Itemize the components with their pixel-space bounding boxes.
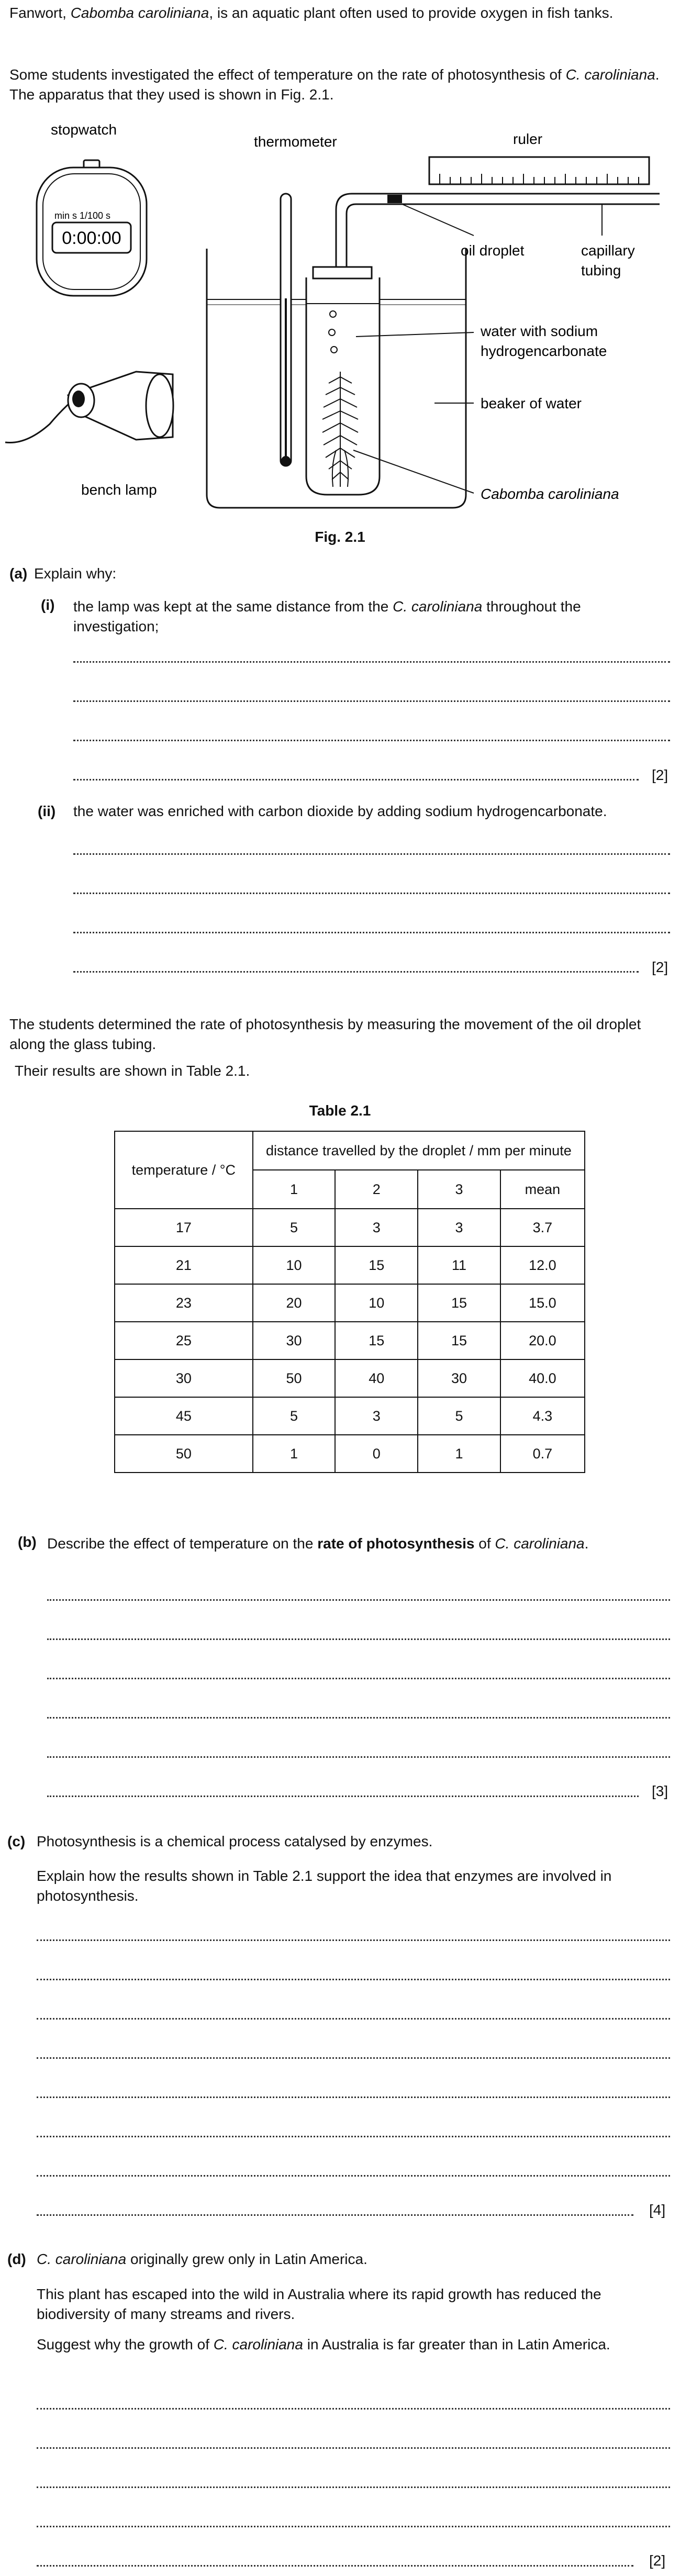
answer-line[interactable] <box>37 2057 670 2059</box>
answer-line[interactable] <box>37 2408 670 2410</box>
oil-droplet-label: oil droplet <box>461 242 525 259</box>
table-cell: 5 <box>418 1397 500 1435</box>
part-a-prompt: Explain why: <box>34 565 117 582</box>
table-cell: 11 <box>418 1246 500 1284</box>
answer-line[interactable] <box>73 740 670 741</box>
table-cell: 23 <box>115 1284 253 1322</box>
method-table-reference: Their results are shown in Table 2.1. <box>15 1063 250 1079</box>
table-cell: 40 <box>335 1359 418 1397</box>
bench-lamp-label: bench lamp <box>81 482 157 498</box>
answer-line[interactable] <box>73 932 670 933</box>
answer-line[interactable] <box>37 2526 670 2527</box>
part-a-i-label: (i) <box>41 597 55 613</box>
table-cell: 12.0 <box>500 1246 585 1284</box>
sub-header: 3 <box>418 1170 500 1209</box>
table-cell: 15.0 <box>500 1284 585 1322</box>
table-cell: 0 <box>335 1435 418 1473</box>
table-cell: 21 <box>115 1246 253 1284</box>
part-b-question: Describe the effect of temperature on the rate of photosynthesis of C. caroliniana. <box>47 1535 589 1552</box>
stopwatch-label: stopwatch <box>51 121 117 138</box>
part-c-statement: Photosynthesis is a chemical process catalysed by enzymes. <box>37 1833 433 1849</box>
figure-caption: Fig. 2.1 <box>315 529 365 545</box>
test-tube-icon <box>306 267 380 495</box>
capillary-label-line2: tubing <box>581 262 621 278</box>
results-table <box>114 1131 585 1473</box>
table-cell: 15 <box>335 1246 418 1284</box>
table-row <box>115 1246 585 1284</box>
sub-header: mean <box>500 1170 585 1209</box>
answer-line[interactable] <box>73 893 670 894</box>
table-cell: 4.3 <box>500 1397 585 1435</box>
table-cell: 45 <box>115 1397 253 1435</box>
answer-line[interactable] <box>47 1599 670 1601</box>
part-a-label: (a) <box>9 565 28 582</box>
sub-header: 1 <box>253 1170 336 1209</box>
table-row <box>115 1397 585 1435</box>
table-cell: 3.7 <box>500 1209 585 1246</box>
plant-label: Cabomba caroliniana <box>481 486 619 502</box>
answer-line[interactable] <box>37 2447 670 2449</box>
table-cell: 1 <box>418 1435 500 1473</box>
answer-line[interactable] <box>37 2214 633 2216</box>
table-cell: 3 <box>335 1209 418 1246</box>
method-paragraph: The students determined the rate of photosynthesis by measuring the movement of the oil droplet along the glass tubing. <box>9 1016 641 1052</box>
answer-line[interactable] <box>73 661 670 663</box>
part-d-question: Suggest why the growth of C. caroliniana in Australia is far greater than in Latin America. <box>37 2336 610 2352</box>
svg-text:min s 1/100 s: min s 1/100 s <box>54 210 111 221</box>
answer-line[interactable] <box>37 2175 670 2177</box>
part-d-statement: C. caroliniana originally grew only in Latin America. <box>37 2251 367 2267</box>
col-header-distance: distance travelled by the droplet / mm per minute <box>253 1131 585 1170</box>
oil-droplet <box>387 195 402 203</box>
part-a-i-marks: [2] <box>652 767 668 783</box>
answer-line[interactable] <box>73 971 639 973</box>
table-cell: 1 <box>253 1435 336 1473</box>
stopwatch-icon <box>37 160 147 296</box>
answer-line[interactable] <box>47 1796 639 1797</box>
table-cell: 15 <box>418 1284 500 1322</box>
table-cell: 20.0 <box>500 1322 585 1359</box>
table-cell: 30 <box>418 1359 500 1397</box>
ruler-label: ruler <box>513 131 543 147</box>
table-cell: 50 <box>115 1435 253 1473</box>
intro-paragraph-2: Some students investigated the effect of temperature on the rate of photosynthesis of C. caroliniana. The apparatus that they used is shown in Fig. 2.1. <box>9 66 660 103</box>
table-row <box>115 1284 585 1322</box>
water-label-line1: water with sodium <box>481 323 598 339</box>
part-d-label: (d) <box>7 2251 26 2267</box>
table-cell: 15 <box>335 1322 418 1359</box>
beaker-label: beaker of water <box>481 395 582 411</box>
table-cell: 40.0 <box>500 1359 585 1397</box>
table-cell: 15 <box>418 1322 500 1359</box>
answer-line[interactable] <box>47 1678 670 1679</box>
table-cell: 3 <box>335 1397 418 1435</box>
part-c-question: Explain how the results shown in Table 2.1 support the idea that enzymes are involved in photosynthesis. <box>37 1868 612 1904</box>
water-label-line2: hydrogencarbonate <box>481 343 607 359</box>
answer-line[interactable] <box>37 2097 670 2098</box>
answer-line[interactable] <box>37 2486 670 2488</box>
col-header-temperature: temperature / °C <box>115 1131 253 1209</box>
table-cell: 30 <box>115 1359 253 1397</box>
table-cell: 20 <box>253 1284 336 1322</box>
part-a-ii-label: (ii) <box>38 803 56 819</box>
thermometer-icon <box>281 194 291 466</box>
table-cell: 50 <box>253 1359 336 1397</box>
answer-line[interactable] <box>37 1939 670 1941</box>
table-cell: 5 <box>253 1397 336 1435</box>
table-cell: 3 <box>418 1209 500 1246</box>
part-b-marks: [3] <box>652 1783 668 1799</box>
answer-line[interactable] <box>37 1979 670 1980</box>
answer-line[interactable] <box>73 853 670 855</box>
table-cell: 10 <box>253 1246 336 1284</box>
answer-line[interactable] <box>47 1756 670 1758</box>
answer-line[interactable] <box>47 1717 670 1719</box>
part-a-ii-text: the water was enriched with carbon dioxide by adding sodium hydrogencarbonate. <box>73 803 607 819</box>
part-d-context: This plant has escaped into the wild in Australia where its rapid growth has reduced the biodiversity of many streams and rivers. <box>37 2286 601 2322</box>
part-d-marks: [2] <box>649 2552 666 2569</box>
table-row <box>115 1209 585 1246</box>
answer-line[interactable] <box>47 1638 670 1640</box>
table-cell: 10 <box>335 1284 418 1322</box>
table-row <box>115 1435 585 1473</box>
thermometer-label: thermometer <box>254 133 337 150</box>
part-b-label: (b) <box>18 1534 37 1550</box>
answer-line[interactable] <box>37 2018 670 2020</box>
part-a-i-text: the lamp was kept at the same distance from the C. caroliniana throughout the investigation; <box>73 598 581 634</box>
ruler-icon <box>429 157 649 184</box>
apparatus-figure <box>0 110 680 529</box>
sub-header: 2 <box>335 1170 418 1209</box>
part-c-marks: [4] <box>649 2202 666 2218</box>
table-cell: 0.7 <box>500 1435 585 1473</box>
table-cell: 25 <box>115 1322 253 1359</box>
table-cell: 5 <box>253 1209 336 1246</box>
bench-lamp-icon <box>5 372 173 443</box>
svg-text:0:00:00: 0:00:00 <box>62 228 121 248</box>
table-row <box>115 1359 585 1397</box>
capillary-label-line1: capillary <box>581 242 635 259</box>
part-c-label: (c) <box>7 1833 26 1849</box>
table-title: Table 2.1 <box>309 1102 371 1119</box>
table-cell: 17 <box>115 1209 253 1246</box>
answer-line[interactable] <box>37 2565 633 2567</box>
part-a-ii-marks: [2] <box>652 959 668 975</box>
answer-line[interactable] <box>73 779 639 780</box>
answer-line[interactable] <box>37 2136 670 2137</box>
intro-paragraph-1: Fanwort, Cabomba caroliniana, is an aquatic plant often used to provide oxygen in fish tanks. <box>9 5 614 21</box>
answer-line[interactable] <box>73 700 670 702</box>
table-row <box>115 1322 585 1359</box>
table-cell: 30 <box>253 1322 336 1359</box>
